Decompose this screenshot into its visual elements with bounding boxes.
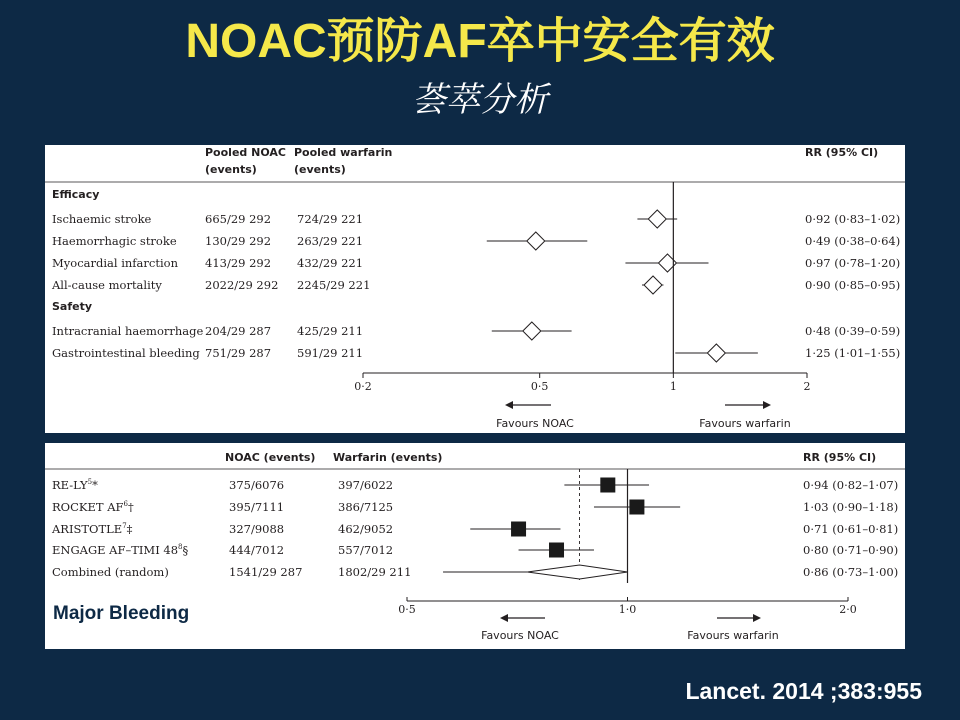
row-label-gastrointestinal-bleeding: Gastrointestinal bleeding [52,346,200,360]
trial-ref-sup: 7 [122,522,127,530]
forest-plot-2-canvas [45,443,905,649]
trial-footnote-mark: § [182,543,189,557]
row-warfarin-all-cause-mortality: 2245/29 221 [297,278,371,292]
trial-warfarin-aristotle: 462/9052 [338,522,394,536]
x-tick-label-2: 2·0 [839,603,857,616]
row-rr-ischaemic-stroke: 0·92 (0·83–1·02) [805,212,901,226]
trial-rr-combined-random-: 0·86 (0·73–1·00) [803,565,899,579]
rr-square-rocket-af [629,500,644,515]
row-label-ischaemic-stroke: Ischaemic stroke [52,212,152,226]
row-warfarin-intracranial-haemorrhage: 425/29 211 [297,324,364,338]
x-tick-label-2: 1·0 [618,603,637,616]
trial-noac-rocket-af: 395/7111 [229,500,285,514]
forest-plot-efficacy-safety [45,145,905,433]
arrow-right-head-2 [753,614,761,622]
header2-warfarin: Warfarin (events) [333,451,443,464]
row-warfarin-ischaemic-stroke: 724/29 221 [297,212,364,226]
x-tick-label: 0·2 [354,380,372,393]
trial-rr-rocket-af: 1·03 (0·90–1·18) [803,500,899,514]
trial-noac-engage-af-timi-48: 444/7012 [229,543,285,557]
trial-rr-re-ly: 0·94 (0·82–1·07) [803,478,899,492]
section-safety: Safety [52,300,93,313]
row-noac-intracranial-haemorrhage: 204/29 287 [205,324,272,338]
rr-diamond-gastrointestinal-bleeding [707,344,725,362]
trial-footnote-mark: † [127,500,134,514]
trial-footnote-mark: * [92,478,98,492]
citation: Lancet. 2014 ;383:955 [685,678,922,704]
row-rr-myocardial-infarction: 0·97 (0·78–1·20) [805,256,901,270]
slide-subtitle: 荟萃分析 [412,81,548,119]
header-noac: Pooled NOAC [205,146,286,159]
row-label-all-cause-mortality: All-cause mortality [52,278,162,292]
trial-ref-sup: 5 [87,478,93,486]
header-warfarin-events: (events) [294,163,346,176]
major-bleeding-title: Major Bleeding [53,603,190,624]
rr-diamond-ischaemic-stroke [648,210,666,228]
forest-plot-major-bleeding [45,443,905,649]
trial-label-combined-random-: Combined (random) [52,565,169,579]
favours-warfarin-label: Favours warfarin [699,417,791,430]
forest-plot-1-canvas [45,145,905,433]
arrow-right-head [763,401,771,409]
x-tick-label: 0·5 [530,380,549,393]
row-rr-gastrointestinal-bleeding: 1·25 (1·01–1·55) [805,346,901,360]
header-rr: RR (95% CI) [805,146,879,159]
combined-diamond [527,565,627,579]
trial-rr-aristotle: 0·71 (0·61–0·81) [803,522,899,536]
row-label-haemorrhagic-stroke: Haemorrhagic stroke [52,234,177,248]
trial-noac-re-ly: 375/6076 [229,478,285,492]
trial-rr-engage-af-timi-48: 0·80 (0·71–0·90) [803,543,899,557]
row-noac-myocardial-infarction: 413/29 292 [205,256,272,270]
row-rr-all-cause-mortality: 0·90 (0·85–0·95) [805,278,901,292]
trial-ref-sup: 8 [178,543,183,551]
favours-noac-label-2: Favours NOAC [481,629,559,642]
trial-warfarin-engage-af-timi-48: 557/7012 [338,543,394,557]
trial-noac-combined-random-: 1541/29 287 [229,565,303,579]
trial-noac-aristotle: 327/9088 [229,522,285,536]
trial-warfarin-rocket-af: 386/7125 [338,500,394,514]
trial-warfarin-combined-random-: 1802/29 211 [338,565,412,579]
row-rr-intracranial-haemorrhage: 0·48 (0·39–0·59) [805,324,901,338]
x-tick-label-2: 0·5 [398,603,416,616]
trial-label-aristotle: ARISTOTLE$^7$‡ [52,522,133,536]
rr-diamond-haemorrhagic-stroke [527,232,545,250]
section-efficacy: Efficacy [52,188,100,201]
rr-square-engage-af-timi-48 [549,543,564,558]
row-noac-haemorrhagic-stroke: 130/29 292 [205,234,272,248]
rr-square-aristotle [511,522,526,537]
favours-warfarin-label-2: Favours warfarin [687,629,779,642]
rr-square-re-ly [600,478,615,493]
trial-warfarin-re-ly: 397/6022 [338,478,394,492]
favours-noac-label: Favours NOAC [496,417,574,430]
trial-ref-sup: 6 [123,500,128,508]
row-warfarin-haemorrhagic-stroke: 263/29 221 [297,234,364,248]
trial-label-engage-af-timi-48: ENGAGE AF–TIMI $48^8\S$ [52,543,189,557]
row-noac-gastrointestinal-bleeding: 751/29 287 [205,346,272,360]
row-rr-haemorrhagic-stroke: 0·49 (0·38–0·64) [805,234,901,248]
trial-label-rocket-af: ROCKET $AF^6\dagger$ [52,500,134,514]
row-noac-all-cause-mortality: 2022/29 292 [205,278,279,292]
trial-footnote-mark: ‡ [126,522,133,536]
header2-noac: NOAC (events) [225,451,316,464]
rr-diamond-all-cause-mortality [644,276,662,294]
header2-rr: RR (95% CI) [803,451,877,464]
row-label-myocardial-infarction: Myocardial infarction [52,256,178,270]
arrow-left-head [505,401,513,409]
row-warfarin-myocardial-infarction: 432/29 221 [297,256,364,270]
x-tick-label: 1 [669,380,677,393]
x-tick-label: 2 [803,380,811,393]
arrow-left-head-2 [500,614,508,622]
row-noac-ischaemic-stroke: 665/29 292 [205,212,272,226]
row-label-intracranial-haemorrhage: Intracranial haemorrhage [52,324,204,338]
rr-diamond-intracranial-haemorrhage [523,322,541,340]
slide-title: NOAC预防AF卒中安全有效 [185,15,775,68]
header-noac-events: (events) [205,163,257,176]
header-warfarin: Pooled warfarin [294,146,393,159]
row-warfarin-gastrointestinal-bleeding: 591/29 211 [297,346,364,360]
trial-label-re-ly: $RE-LY^5*$ [52,478,98,492]
